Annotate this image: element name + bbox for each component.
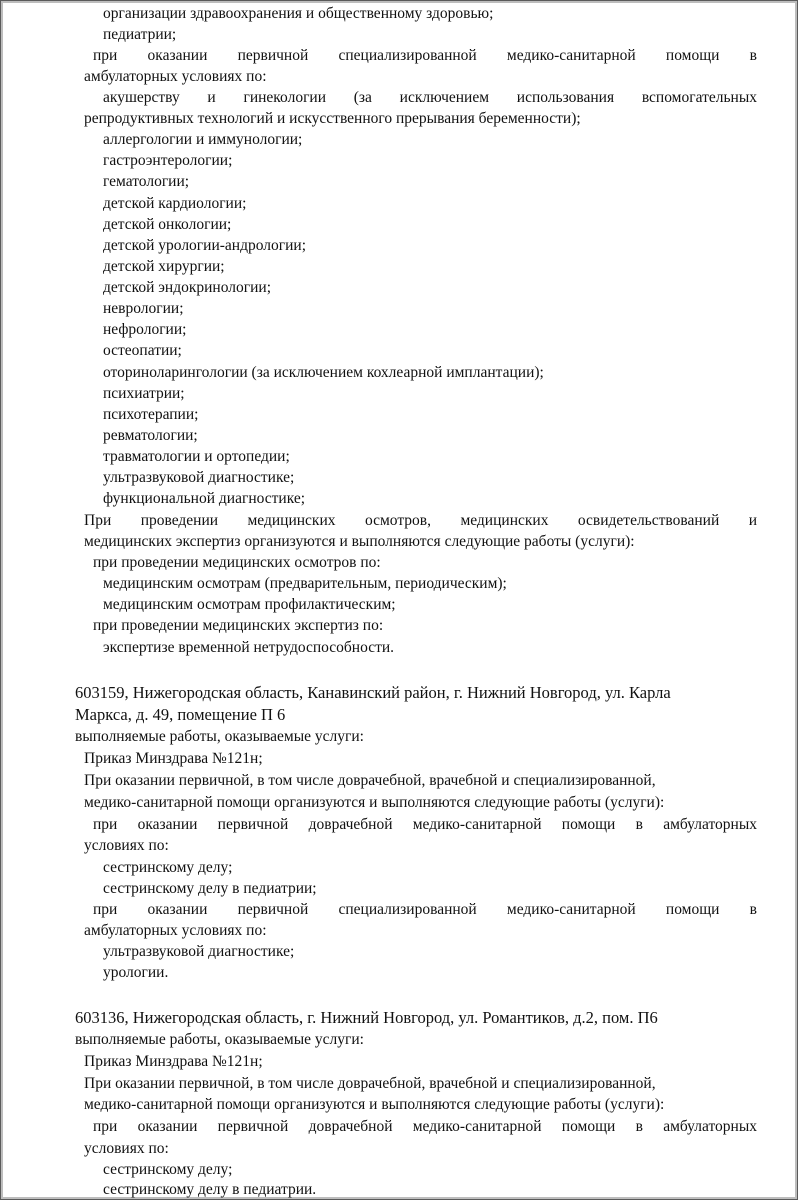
doc-line: экспертизе временной нетрудоспособности.	[103, 639, 395, 656]
doc-line: оториноларингологии (за исключением кохлеарной имплантации);	[103, 364, 544, 381]
address-line: 603136, Нижегородская область, г. Нижний Новгород, ул. Романтиков, д.2, пом. П6	[75, 1008, 658, 1027]
doc-line: сестринскому делу в педиатрии.	[103, 1181, 317, 1198]
doc-line: гематологии;	[103, 173, 190, 190]
doc-line: ревматологии;	[103, 427, 198, 444]
doc-line: при оказании первичной специализированной медико-санитарной помощи в	[93, 47, 757, 64]
doc-line: психиатрии;	[103, 385, 185, 402]
doc-line: при оказании первичной доврачебной медико-санитарной помощи в амбулаторных	[93, 1118, 757, 1135]
doc-line: медико-санитарной помощи организуются и выполняются следующие работы (услуги):	[84, 1096, 665, 1113]
doc-line: педиатрии;	[103, 26, 177, 43]
doc-line: ультразвуковой диагностике;	[103, 469, 295, 486]
doc-line: акушерству и гинекологии (за исключением использования вспомогательных	[103, 89, 757, 106]
doc-line: При оказании первичной, в том числе доврачебной, врачебной и специализированной,	[84, 1075, 656, 1092]
address-line: 603159, Нижегородская область, Канавинский район, г. Нижний Новгород, ул. Карла	[75, 683, 671, 702]
doc-line: при оказании первичной доврачебной медико-санитарной помощи в амбулаторных	[93, 816, 757, 833]
doc-line: при оказании первичной специализированной медико-санитарной помощи в	[93, 901, 757, 918]
doc-line: репродуктивных технологий и искусственного прерывания беременности);	[84, 110, 581, 127]
doc-line: детской кардиологии;	[103, 195, 247, 212]
doc-line: Приказ Минздрава №121н;	[84, 1053, 263, 1070]
doc-line: неврологии;	[103, 300, 184, 317]
doc-line: амбулаторных условиях по:	[84, 68, 267, 85]
doc-line: организации здравоохранения и общественному здоровью;	[103, 5, 494, 22]
doc-line: детской хирургии;	[103, 258, 225, 275]
doc-line: сестринскому делу в педиатрии;	[103, 880, 317, 897]
doc-line: детской онкологии;	[103, 216, 232, 233]
doc-line: гастроэнтерологии;	[103, 152, 233, 169]
doc-line: детской эндокринологии;	[103, 279, 272, 296]
doc-line: нефрологии;	[103, 321, 187, 338]
doc-line: условиях по:	[84, 1140, 169, 1157]
doc-line: При оказании первичной, в том числе доврачебной, врачебной и специализированной,	[84, 772, 656, 789]
doc-line: При проведении медицинских осмотров, медицинских освидетельствований и	[84, 512, 757, 529]
doc-line: Приказ Минздрава №121н;	[84, 750, 263, 767]
doc-line: аллергологии и иммунологии;	[103, 131, 303, 148]
doc-line: условиях по:	[84, 837, 169, 854]
doc-line: при проведении медицинских экспертиз по:	[93, 617, 384, 634]
doc-line: травматологии и ортопедии;	[103, 448, 290, 465]
doc-line: выполняемые работы, оказываемые услуги:	[75, 1031, 364, 1048]
doc-line: медицинских экспертиз организуются и выполняются следующие работы (услуги):	[84, 533, 635, 550]
doc-line: сестринскому делу;	[103, 1161, 233, 1178]
doc-line: амбулаторных условиях по:	[84, 922, 267, 939]
doc-line: сестринскому делу;	[103, 859, 233, 876]
doc-line: остеопатии;	[103, 342, 182, 359]
doc-line: медико-санитарной помощи организуются и выполняются следующие работы (услуги):	[84, 794, 665, 811]
address-line: Маркса, д. 49, помещение П 6	[75, 705, 286, 724]
doc-line: выполняемые работы, оказываемые услуги:	[75, 728, 364, 745]
doc-line: медицинским осмотрам профилактическим;	[103, 596, 396, 613]
doc-line: психотерапии;	[103, 406, 199, 423]
doc-line: функциональной диагностике;	[103, 490, 306, 507]
doc-line: ультразвуковой диагностике;	[103, 943, 295, 960]
doc-line: детской урологии-андрологии;	[103, 237, 307, 254]
doc-line: при проведении медицинских осмотров по:	[93, 554, 381, 571]
doc-line: медицинским осмотрам (предварительным, периодическим);	[103, 575, 507, 592]
doc-line: урологии.	[103, 964, 169, 981]
